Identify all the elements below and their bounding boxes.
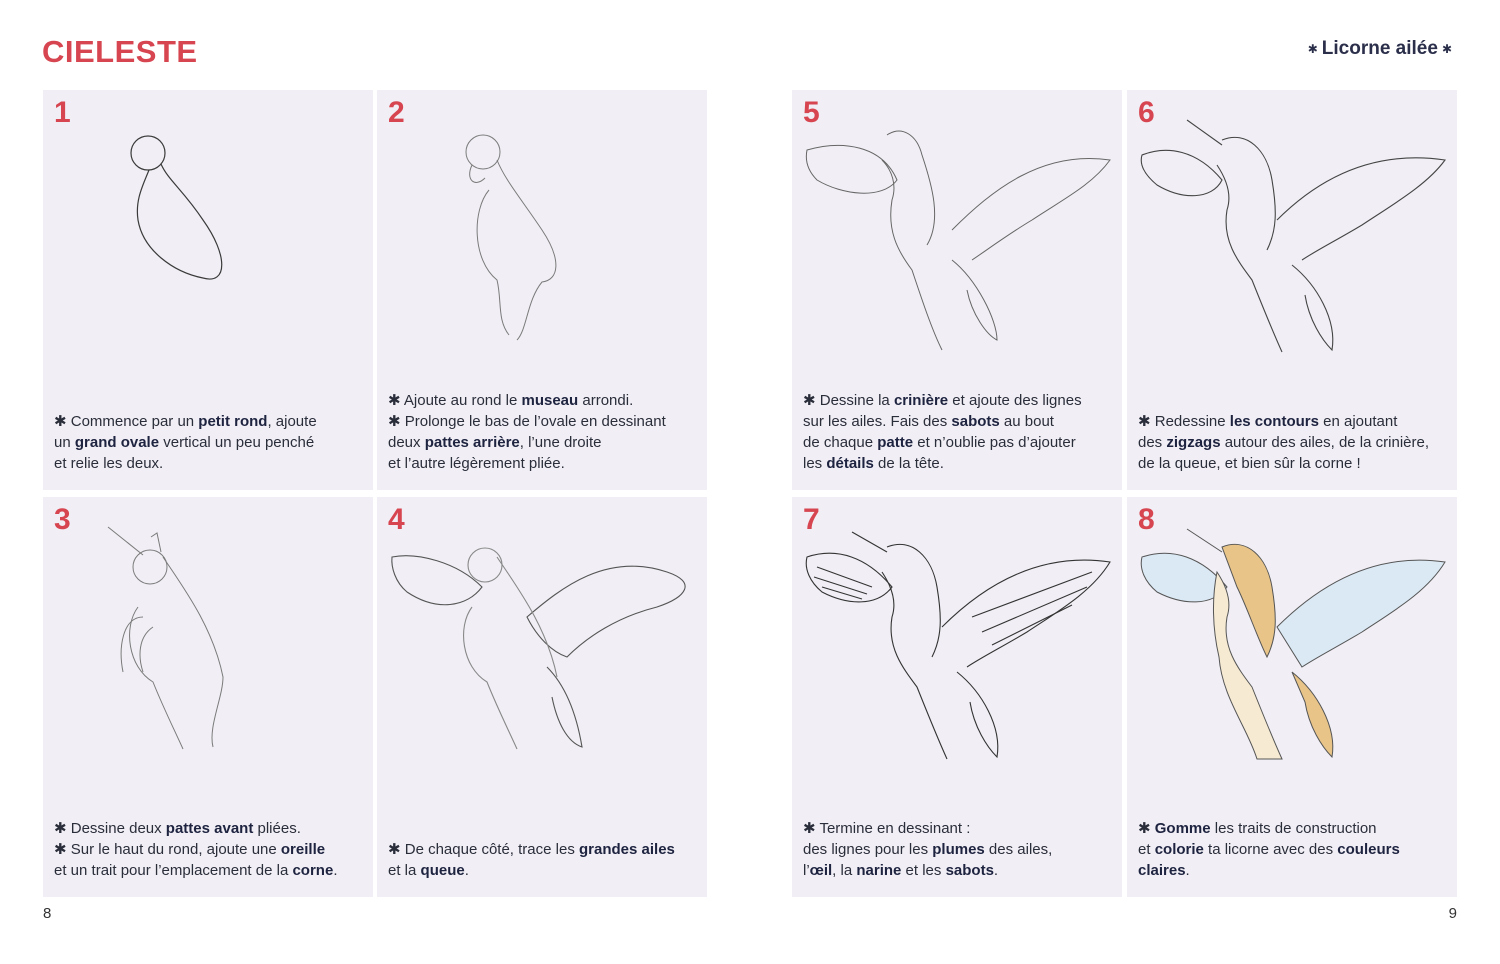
text-run: de la queue, et bien sûr la corne ! [1138, 455, 1361, 472]
keyword: petit rond [198, 413, 268, 430]
instruction-line [803, 411, 1114, 432]
keyword: crinière [893, 392, 949, 409]
star-ornament-left: ✱ [1307, 41, 1318, 56]
step-panel-8 [1127, 497, 1457, 897]
keyword: pattes arrière [424, 434, 520, 451]
step-panel-7 [792, 497, 1122, 897]
keyword: claires [1138, 862, 1186, 879]
text-run: les [803, 455, 827, 472]
instruction-line [803, 390, 1114, 411]
text-run: de chaque [803, 434, 878, 451]
step-instructions [1138, 411, 1449, 474]
step-panel-2 [377, 90, 707, 490]
step-instructions [54, 411, 365, 474]
instruction-line [54, 453, 365, 474]
star-ornament-right: ✱ [1441, 41, 1452, 56]
step-instructions [803, 818, 1114, 881]
step-instructions [54, 818, 365, 881]
instruction-line [54, 432, 365, 453]
keyword: museau [521, 392, 579, 409]
step-number: 3 [54, 503, 71, 536]
text-run: deux [388, 434, 425, 451]
step-number: 6 [1138, 96, 1155, 129]
instruction-line [388, 432, 699, 453]
instruction-line [803, 453, 1114, 474]
instruction-line [54, 839, 365, 860]
text-run: autour des ailes, de la crinière, [1220, 434, 1429, 451]
text-run: ✱ Prolonge le bas de l’ovale en dessinant [388, 413, 666, 430]
step-panel-6 [1127, 90, 1457, 490]
text-run: arrondi. [578, 392, 634, 409]
instruction-line [54, 818, 365, 839]
text-run: l’ [803, 862, 810, 879]
text-run: au bout [999, 413, 1054, 430]
text-run: ✱ De chaque côté, trace les [388, 841, 580, 858]
instruction-line [54, 860, 365, 881]
instruction-line [1138, 432, 1449, 453]
text-run: et les [901, 862, 946, 879]
instruction-line [1138, 411, 1449, 432]
text-run: ✱ Redessine [1138, 413, 1230, 430]
step-instructions [388, 839, 699, 881]
text-run: , l’une droite [519, 434, 602, 451]
keyword: pattes avant [165, 820, 254, 837]
text-run: et n’oublie pas d’ajouter [913, 434, 1076, 451]
text-run: . [333, 862, 338, 879]
instruction-line [388, 453, 699, 474]
step-number: 1 [54, 96, 71, 129]
instruction-line [803, 818, 1114, 839]
text-run: pliées. [253, 820, 301, 837]
text-run: et l’autre légèrement pliée. [388, 455, 565, 472]
keyword: colorie [1154, 841, 1204, 858]
step-panel-4 [377, 497, 707, 897]
text-run: ta licorne avec des [1203, 841, 1338, 858]
keyword: grand ovale [74, 434, 160, 451]
keyword: narine [856, 862, 902, 879]
step-panel-3 [43, 497, 373, 897]
step-number: 5 [803, 96, 820, 129]
text-run: ✱ [1138, 820, 1155, 837]
instruction-line [1138, 860, 1449, 881]
instruction-line [388, 411, 699, 432]
instruction-line [388, 839, 699, 860]
keyword: sabots [945, 862, 994, 879]
keyword: les contours [1229, 413, 1319, 430]
keyword: queue [420, 862, 465, 879]
text-run: et ajoute des lignes [948, 392, 1082, 409]
text-run: , la [832, 862, 857, 879]
keyword: œil [809, 862, 833, 879]
instruction-line [803, 432, 1114, 453]
text-run: et [1138, 841, 1155, 858]
text-run: des [1138, 434, 1167, 451]
text-run: sur les ailes. Fais des [803, 413, 952, 430]
text-run: des ailes, [984, 841, 1053, 858]
step-number: 8 [1138, 503, 1155, 536]
keyword: plumes [932, 841, 985, 858]
step-4-illustration [377, 497, 707, 897]
step-number: 7 [803, 503, 820, 536]
text-run: vertical un peu penché [159, 434, 315, 451]
keyword: Gomme [1154, 820, 1211, 837]
instruction-line [1138, 818, 1449, 839]
step-number: 4 [388, 503, 405, 536]
instruction-line [803, 839, 1114, 860]
keyword: corne [292, 862, 334, 879]
page-number-left: 8 [43, 905, 52, 922]
text-run: des lignes pour les [803, 841, 933, 858]
text-run: ✱ Ajoute au rond le [388, 392, 522, 409]
keyword: détails [826, 455, 874, 472]
step-instructions [388, 390, 699, 474]
instruction-line [1138, 839, 1449, 860]
text-run: en ajoutant [1318, 413, 1398, 430]
step-instructions [803, 390, 1114, 474]
text-run: . [464, 862, 469, 879]
text-run: un [54, 434, 75, 451]
keyword: patte [877, 434, 914, 451]
text-run: ✱ Commence par un [54, 413, 199, 430]
page-number-right: 9 [1448, 905, 1457, 922]
keyword: couleurs [1337, 841, 1400, 858]
instruction-line [803, 860, 1114, 881]
text-run: . [993, 862, 999, 879]
keyword: zigzags [1166, 434, 1221, 451]
step-panel-1 [43, 90, 373, 490]
text-run: et un trait pour l’emplacement de la [54, 862, 293, 879]
subtitle-text: Licorne ailée [1321, 38, 1438, 59]
keyword: grandes ailes [579, 841, 675, 858]
text-run: les traits de construction [1210, 820, 1377, 837]
step-panel-5 [792, 90, 1122, 490]
text-run: et relie les deux. [54, 455, 164, 472]
page-subtitle [1304, 38, 1456, 60]
text-run: et la [388, 862, 421, 879]
text-run: ✱ Termine en dessinant : [803, 820, 971, 837]
instruction-line [1138, 453, 1449, 474]
step-number: 2 [388, 96, 405, 129]
page-title: CIELESTE [42, 34, 198, 69]
text-run: de la tête. [873, 455, 944, 472]
text-run: ✱ Dessine la [803, 392, 894, 409]
keyword: sabots [951, 413, 1000, 430]
instruction-line [54, 411, 365, 432]
instruction-line [388, 860, 699, 881]
text-run: , ajoute [267, 413, 317, 430]
text-run: . [1185, 862, 1190, 879]
text-run: ✱ Sur le haut du rond, ajoute une [54, 841, 281, 858]
keyword: oreille [280, 841, 326, 858]
step-instructions [1138, 818, 1449, 881]
instruction-line [388, 390, 699, 411]
text-run: ✱ Dessine deux [54, 820, 166, 837]
